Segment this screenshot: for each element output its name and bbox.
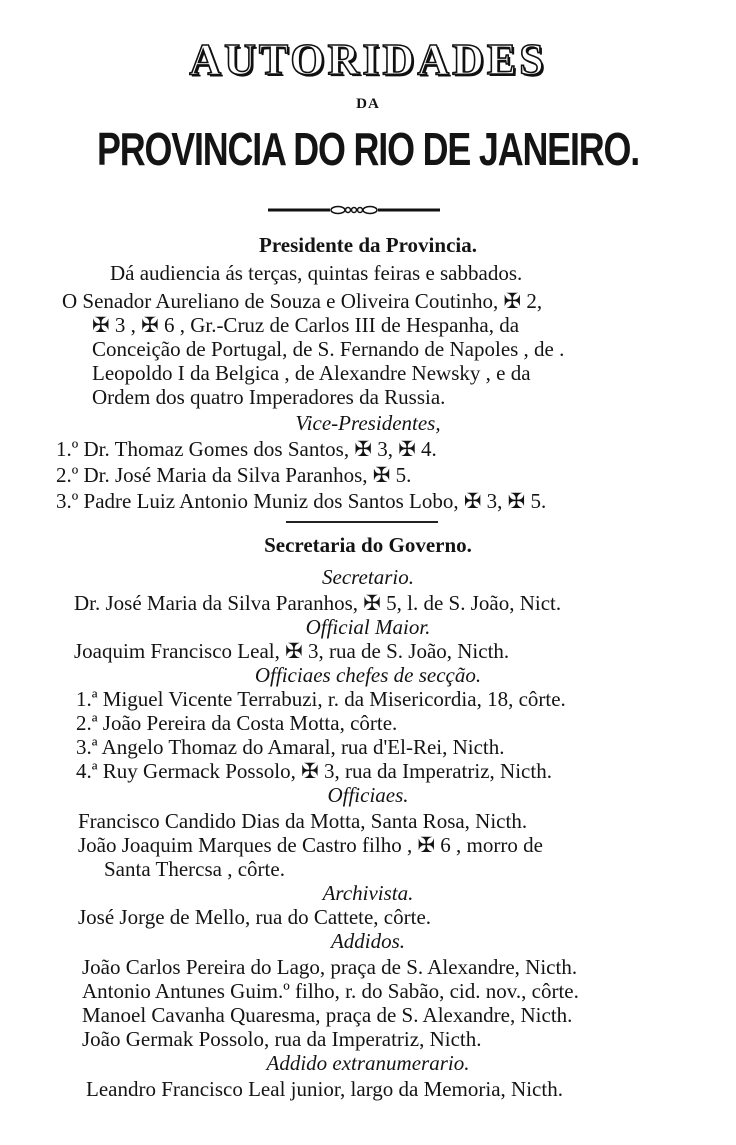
addido-item: Antonio Antunes Guim.º filho, r. do Sabão, cid. nov., côrte. (82, 979, 579, 1003)
vice-presidente-item: 2.º Dr. José Maria da Silva Paranhos, ✠ 5. (56, 463, 412, 487)
extranumerario-entry: Leandro Francisco Leal junior, largo da Memoria, Nicth. (86, 1077, 563, 1101)
label-officiaes: Officiaes. (327, 783, 409, 807)
official-item: Francisco Candido Dias da Motta, Santa Rosa, Nicth. (78, 809, 528, 833)
decorative-title: AUTORIDADES (189, 35, 547, 84)
secretario-entry: Dr. José Maria da Silva Paranhos, ✠ 5, l. de S. João, Nict. (74, 591, 562, 615)
official-item: Santa Thercsa , côrte. (104, 857, 285, 881)
presidente-line: Leopoldo I da Belgica , de Alexandre Newsky , e da (92, 361, 531, 385)
vice-presidente-item: 1.º Dr. Thomaz Gomes dos Santos, ✠ 3, ✠ 4. (56, 437, 437, 461)
section-label-vice-presidentes: Vice-Presidentes, (295, 411, 441, 435)
official-maior-entry: Joaquim Francisco Leal, ✠ 3, rua de S. João, Nicth. (74, 639, 510, 663)
label-official-maior: Official Maior. (305, 615, 431, 639)
audiencia-text: Dá audiencia ás terças, quintas feiras e sabbados. (110, 261, 523, 285)
presidente-line: O Senador Aureliano de Souza e Oliveira Coutinho, ✠ 2, (62, 289, 543, 313)
addido-item: João Carlos Pereira do Lago, praça de S. Alexandre, Nicth. (82, 955, 578, 979)
section-heading-presidente: Presidente da Provincia. (259, 233, 477, 257)
label-addidos: Addidos. (330, 929, 406, 953)
page-title: PROVINCIA DO RIO DE JANEIRO. (96, 123, 640, 175)
vice-presidente-item: 3.º Padre Luiz Antonio Muniz dos Santos Lobo, ✠ 3, ✠ 5. (56, 489, 547, 513)
label-archivista: Archivista. (322, 881, 414, 905)
presidente-line: ✠ 3 , ✠ 6 , Gr.-Cruz de Carlos III de Hespanha, da (92, 313, 520, 337)
section-divider (286, 521, 438, 523)
chefe-item: 4.ª Ruy Germack Possolo, ✠ 3, rua da Imperatriz, Nicth. (76, 759, 552, 783)
chefe-item: 3.ª Angelo Thomaz do Amaral, rua d'El-Rei, Nicth. (76, 735, 505, 759)
presidente-line: Conceição de Portugal, de S. Fernando de Napoles , de . (92, 337, 565, 361)
title-connector: DA (356, 96, 380, 112)
label-chefes: Officiaes chefes de secção. (254, 663, 482, 687)
presidente-line: Ordem dos quatro Imperadores da Russia. (92, 385, 446, 409)
label-secretario: Secretario. (322, 565, 414, 589)
official-item: João Joaquim Marques de Castro filho , ✠ 6 , morro de (78, 833, 543, 857)
addido-item: João Germak Possolo, rua da Imperatriz, Nicth. (82, 1027, 482, 1051)
chefe-item: 2.ª João Pereira da Costa Motta, côrte. (76, 711, 398, 735)
label-extranumerario: Addido extranumerario. (266, 1051, 470, 1075)
addido-item: Manoel Cavanha Quaresma, praça de S. Alexandre, Nicth. (82, 1003, 573, 1027)
archivista-entry: José Jorge de Mello, rua do Cattete, côrte. (78, 905, 432, 929)
section-heading-secretaria: Secretaria do Governo. (264, 533, 472, 557)
ornamental-rule (268, 204, 440, 216)
chefe-item: 1.ª Miguel Vicente Terrabuzi, r. da Misericordia, 18, côrte. (76, 687, 566, 711)
